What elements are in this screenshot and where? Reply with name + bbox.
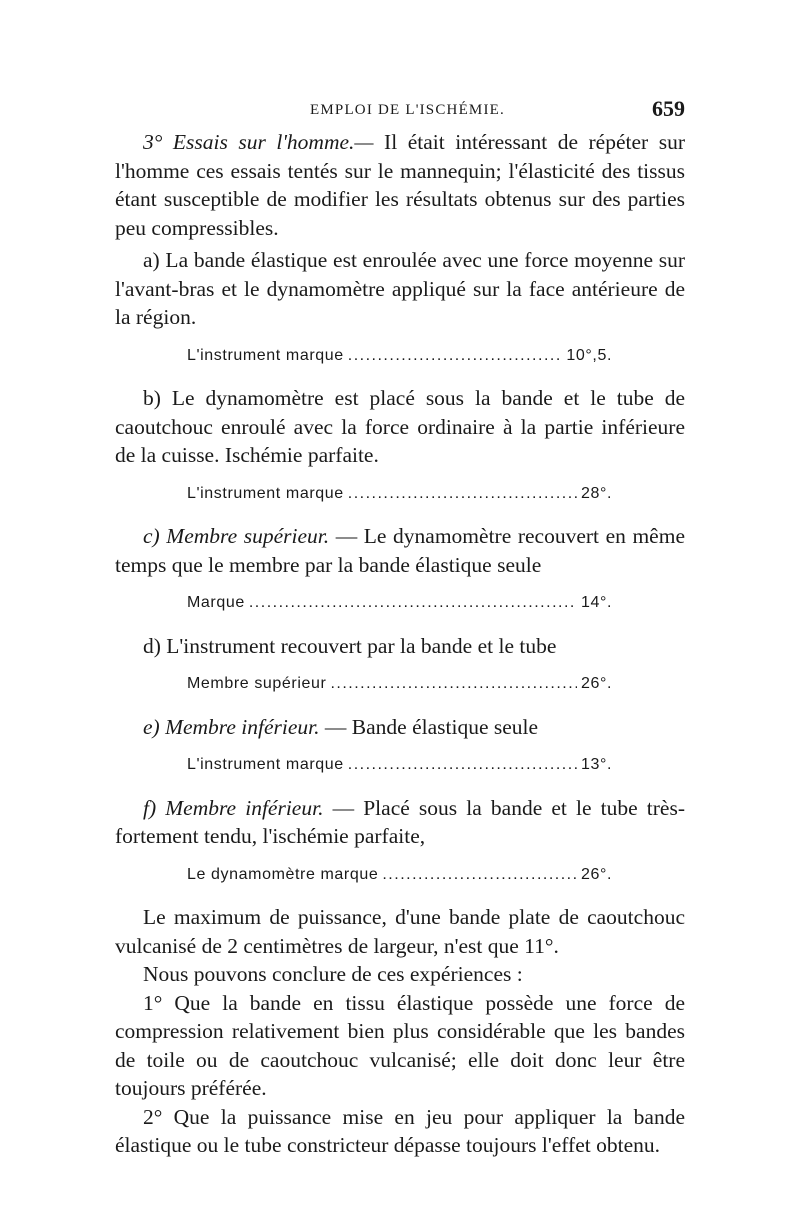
measure-d-value: 26°.	[580, 675, 612, 692]
measure-f-label: Le dynamomètre marque	[187, 865, 379, 883]
measure-f	[187, 861, 612, 890]
essais-label: 3° Essais sur l'homme.—	[143, 130, 374, 154]
measure-b	[187, 480, 612, 509]
dot-leader	[330, 670, 577, 699]
measure-b-value: 28°.	[580, 484, 612, 502]
paragraph-b: b) Le dynamomètre est placé sous la bande et le tube de caoutchouc enroulé avec la force ordinaire à la partie inférieure de la cuisse. Ischémie parfaite.	[115, 386, 685, 467]
dot-leader	[348, 480, 577, 509]
measure-b-label: L'instrument marque	[187, 484, 344, 502]
dot-leader	[348, 751, 577, 780]
running-title: EMPLOI DE L'ISCHÉMIE.	[310, 102, 505, 118]
e-label: e) Membre inférieur.	[143, 714, 320, 739]
measure-a-label: L'instrument marque	[187, 346, 344, 364]
page-header	[115, 96, 685, 126]
conclusion-point-2: 2° Que la puissance mise en jeu pour appliquer la bande élastique ou le tube constricteur dépasse toujours l'effet obtenu.	[115, 1104, 685, 1157]
measure-e-label: L'instrument marque	[187, 756, 344, 773]
essais-text: Il était intéressant de répéter sur l'homme ces essais tentés sur le mannequin; l'élasticité des tissus étant susceptible de modifier les résultats obtenus sur des parties peu compressibles.	[115, 130, 685, 240]
measure-c-label: Marque	[187, 594, 245, 611]
measure-d	[187, 670, 612, 699]
paragraph-a: a) La bande élastique est enroulée avec une force moyenne sur l'avant-bras et le dynamomètre appliqué sur la face antérieure de la région.	[115, 248, 685, 329]
paragraph-c	[115, 522, 685, 579]
paragraph-e	[115, 713, 685, 742]
c-label: c) Membre supérieur.	[143, 524, 330, 548]
page-number: 659	[652, 96, 685, 121]
paragraph-d: d) L'instrument recouvert par la bande et le tube	[143, 633, 557, 658]
paragraph-conclure: Nous pouvons conclure de ces expériences :	[143, 962, 523, 986]
measure-a-value: 10°,5.	[566, 346, 612, 364]
paragraph-maximum: Le maximum de puissance, d'une bande plate de caoutchouc vulcanisé de 2 centimètres de largeur, n'est que 11°.	[115, 905, 685, 958]
f-label: f) Membre inférieur.	[143, 795, 324, 820]
measure-a	[187, 342, 612, 371]
measure-e-value: 13°.	[580, 756, 612, 773]
e-text: — Bande élastique seule	[324, 714, 539, 739]
f-text: — Placé sous la bande et le tube très-fortement tendu, l'ischémie parfaite,	[115, 795, 685, 848]
dot-leader	[382, 861, 577, 890]
c-text: — Le dynamomètre recouvert en même temps que le membre par la bande élastique seule	[115, 524, 685, 577]
measure-f-value: 26°.	[580, 865, 612, 883]
conclusion-point-1: 1° Que la bande en tissu élastique possède une force de compression relativement bien plus considérable que les bandes de toile ou de caoutchouc vulcanisé; elle doit donc leur être toujours préférée.	[115, 990, 685, 1100]
dot-leader	[348, 342, 563, 371]
measure-c-value: 14°.	[580, 594, 612, 611]
measure-c	[187, 589, 612, 618]
dot-leader	[249, 589, 577, 618]
measure-d-label: Membre supérieur	[187, 675, 327, 692]
measure-e	[187, 751, 612, 780]
paragraph-essais	[115, 128, 685, 242]
body-text	[115, 128, 685, 1160]
paragraph-f	[115, 794, 685, 851]
